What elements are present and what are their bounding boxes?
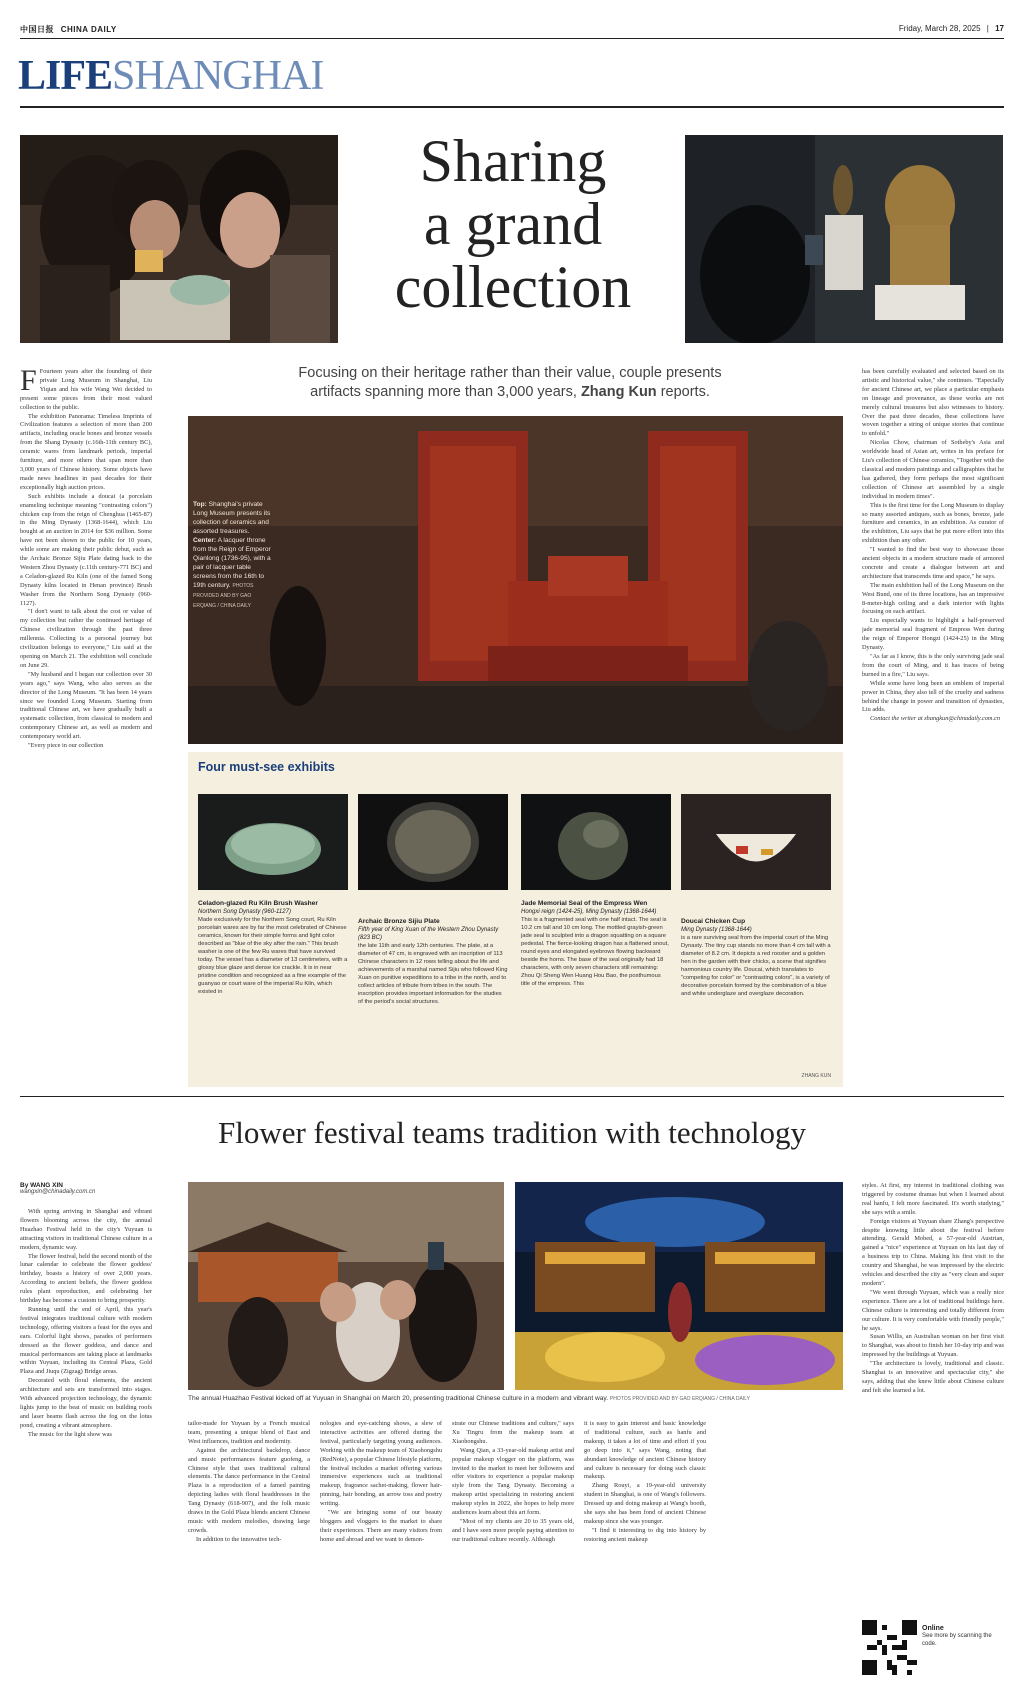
- deck-author: Zhang Kun: [580, 384, 657, 400]
- flower-para: In addition to the innovative tech-: [196, 1535, 282, 1543]
- flower-para: With spring arriving in Shanghai and vibrant flowers blooming across the city, the annual Huazhao Festival held in the city's Yuyuan is attracting visitors in traditional Chinese culture in a modern, dynamic way.: [20, 1208, 152, 1251]
- exhibit-name: Doucai Chicken Cup: [681, 918, 746, 925]
- exhibit-text: This is a fragmented seal with one half intact. The seal is 10.2 cm tall and 10 cm long. The mottled grayish-green jade seal is sculpted into a dragon squatting on a square pedestal. The fierce-looking dragon has a flattened snout, round eyes and elongated eyebrows flowing backward beside the horns. The base of the seal originally had 18 characters, with only seven characters still remaining: Zhou Qi Sheng Wen Huang Hou Bao, the posthumous title of the empress. This: [521, 917, 669, 987]
- masthead-paper-name: [20, 24, 117, 35]
- photo-visitors-viewing-celadon: [20, 135, 338, 343]
- flower-para: The flower festival, held the second month of the lunar calendar to celebrate the flower goddess' birthday, boasts a history of over 2,000 years. According to ancient beliefs, the flower goddess rules plant reproduction, and celebrating her birthday has become a custom to bring prosperity.: [20, 1252, 152, 1305]
- exhibit-2: [358, 900, 508, 1006]
- qr-title: Online: [922, 1625, 944, 1632]
- feature-para: has been carefully evaluated and selected based on its artistic and historical value," she continues. "Especially for ancient Chinese art, we place a particular emphasis on lineage and provenance, as these works are not merely cultural treasures but also witnesses to history. Over the past three decades, these collections have woven together a string of unique stories that continue to unfold.": [862, 368, 1004, 438]
- must-see-panel: [188, 752, 843, 1087]
- caption-center: A lacquer throne from the Reign of Emperor Qianlong (1736-95), with a pair of lacquer table screens from the 16th to 19th century.: [193, 537, 271, 589]
- exhibit-text: is a rare surviving seal from the imperial court of the Ming Dynasty. The tiny cup stands no more than 4 cm tall with a diameter of 8.2 cm. It depicts a red rooster and a golden hen in the garden with their chicks, a scene that signifies harmonious country life. Doucai, which translates to "competing for color" or "contrasting colors", is a variety of decorative porcelain formed by the combination of a blue and white underglaze and overglaze decoration.: [681, 935, 831, 997]
- feature-column-5: [862, 368, 1004, 1088]
- festival-caption-credit: PHOTOS PROVIDED AND BY GAO ERQIANG / CHINA DAILY: [609, 1396, 750, 1402]
- flower-para: "Most of my clients are 20 to 35 years old, and I have seen more people paying attention to our traditional culture recently. Although: [452, 1517, 574, 1543]
- exhibit-period: Northern Song Dynasty (960-1127): [198, 909, 291, 915]
- photo-lacquer-throne: [188, 416, 843, 744]
- section-rule: [20, 106, 1004, 108]
- writer-contact: Contact the writer at zhangkun@chinadaily.com.cn: [870, 715, 1000, 723]
- feature-para: Nicolas Chow, chairman of Sotheby's Asia and worldwide head of Asian art, writes in his preface for Liu's collection of Chinese ceramics, "Together with the classical and modern paintings and calligraphies that he has gathered, they form perhaps the most significant collection of Chinese art assembled by a single individual in modern times".: [862, 439, 1004, 500]
- feature-para: "I wanted to find the best way to showcase those ancient objects in a modern structure made of armored concrete and create a dialogue between art and architecture that transcends time and space," he says.: [862, 546, 1004, 580]
- deck-end: reports.: [660, 384, 710, 400]
- exhibit-period: Fifth year of King Xuan of the Western Zhou Dynasty (823 BC): [358, 927, 499, 941]
- feature-para: Liu especially wants to highlight a half-preserved jade memorial seal fragment of Empress Wen during the reign of Emperor Hongzi (1424-25) in the Ming Dynasty.: [862, 617, 1004, 652]
- story-divider: [20, 1096, 1004, 1097]
- flower-para: The music for the light show was: [28, 1430, 112, 1438]
- flower-headline: Flower festival teams tradition with technology: [217, 1115, 807, 1150]
- exhibit-period: Hongxi reign (1424-25), Ming Dynasty (1368-1644): [521, 909, 657, 915]
- flower-column-4: [452, 1420, 574, 1688]
- exhibit-name: Jade Memorial Seal of the Empress Wen: [521, 900, 648, 907]
- qr-text: See more by scanning the code.: [922, 1633, 992, 1647]
- masthead-date: Friday, March 28, 2025: [898, 24, 981, 33]
- masthead-rule: [20, 38, 1004, 39]
- feature-para: The main exhibition hall of the Long Museum on the West Bund, one of its three locations, has an impressive 8-meter-high ceiling and a dark interior with lights focusing on each artifact.: [862, 581, 1004, 616]
- byline-email: wangxin@chinadaily.com.cn: [20, 1189, 96, 1195]
- thumb-ru-kiln-washer: [198, 794, 348, 890]
- flower-para: Zhang Rouyi, a 19-year-old university student in Shanghai, is one of Wang's followers. Dressed up and doing makeup at Wang's booth, she says she has been fond of ancient Chinese makeup since she was younger.: [584, 1482, 706, 1525]
- photo-festival-visitors-selfie: [188, 1182, 504, 1390]
- thumb-sijiu-plate: [358, 794, 508, 890]
- headline-line-2: a grand: [423, 191, 603, 257]
- feature-para: The exhibition Panorama: Timeless Imprints of Civilization features a selection of more than 200 artifacts, including oracle bones and bronze vessels from the Shang Dynasty (c.16th-11th century BC), ceramic wares from landmark periods, imperial furniture, and more others that span more than 3,000 years of Chinese history. Some objects have made news headlines in past decades for their exceptionally high auction prices.: [20, 412, 152, 491]
- flower-para: styles. At first, my interest in traditional clothing was triggered by costume dramas but when I learned about real hanfu, I felt more fascinated. It's worth studying," she says with a smile.: [862, 1182, 1004, 1216]
- flower-para: nologies and eye-catching shows, a slew of interactive activities are offered during the festival, particularly targeting young audiences. Working with the makeup team of Xiaohongshu (RedNote), a popular Chinese lifestyle platform, the festival includes a market offering various immersive experiences such as traditional makeup, fragrance sachet-making, flower hair-pinning, hair bonding, an arrow toss and poetry writing.: [320, 1420, 442, 1508]
- must-see-title: Four must-see exhibits: [198, 760, 335, 774]
- exhibit-1: [198, 900, 348, 996]
- thumb-jade-seal: [521, 794, 671, 890]
- flower-column-6: [862, 1182, 1004, 1607]
- caption-label-center: Center:: [193, 537, 217, 544]
- masthead-en-name: CHINA DAILY: [60, 25, 117, 34]
- flower-column-3: [320, 1420, 442, 1688]
- feature-deck: [175, 364, 845, 402]
- flower-byline: [20, 1182, 152, 1195]
- must-see-credit: ZHANG KUN: [801, 1073, 831, 1079]
- headline-line-3: collection: [394, 254, 632, 320]
- feature-para: Fourteen years after the founding of their private Long Museum in Shanghai, Liu Yiqian and his wife Wang Wei decided to present some pieces from their most valued collection to the public.: [20, 368, 152, 411]
- flower-para: Foreign visitors at Yuyuan share Zhang's perspective despite knowing little about the festival before attending. Gerald Mobed, a 57-year-old Austrian, gained a "nice" experience at Yuyuan on his last day of a business trip to China. Making his first visit to the country and Shanghai, he was impressed by the electric vehicles and described the city as "very clean and super modern".: [862, 1217, 1004, 1287]
- caption-credit: PHOTOS PROVIDED AND BY GAO ERQIANG / CHINA DAILY: [193, 583, 254, 609]
- exhibit-text: Made exclusively for the Northern Song court, Ru Kiln porcelain wares are by far the most celebrated of Chinese ceramics, known for their simple forms and light color described as "blue of the sky after the rain." This brush washer is one of the few Ru wares that have survived today. The vessel has a diameter of 13 centimeters, with a glossy blue glaze and dense ice crackle. It is in near pristine condition and recognized as a fine example of the guanyao or court ware of the imperial Ru Kiln, which existed in: [198, 917, 348, 995]
- caption-label-top: Top:: [193, 501, 207, 508]
- section-life: LIFE: [18, 53, 113, 99]
- deck-line-2: artifacts spanning more than 3,000 years,: [310, 384, 577, 400]
- flower-para: Decorated with floral elements, the ancient architecture and sets are transformed into stages. With advanced projection technology, the dynamic lights jump to the beat of music on building roofs and laser beams flash across the fog on the lotus pond, creating a vibrant atmosphere.: [20, 1377, 152, 1429]
- page-number: 17: [995, 24, 1004, 33]
- masthead-date-page: Friday, March 28, 2025 | 17: [898, 24, 1004, 33]
- flower-para: Against the architectural backdrop, dance and music performances feature guofeng, a Chinese style that uses traditional cultural elements. The dance performance in the Central Plaza is a reproduction of a famed painting depicting ladies with floral headdresses in the Tang Dynasty (618-907), and the folk music draws in the Gold Plaza blends ancient Chinese music with modern melodies, drawing large crowds.: [188, 1446, 310, 1534]
- headline-line-1: Sharing: [419, 128, 607, 194]
- flower-column-2: [188, 1420, 310, 1688]
- section-city: SHANGHAI: [112, 53, 324, 99]
- festival-caption-text: The annual Huazhao Festival kicked off at Yuyuan in Shanghai on March 20, presenting traditional Chinese culture in a modern and vibrant way.: [188, 1395, 609, 1402]
- byline-name: By WANG XIN: [20, 1182, 63, 1189]
- feature-para: While some have long been an emblem of imperial power in China, they also tell of the cruelty and sadness behind the change in power and transition of dynasties, Liu adds.: [862, 679, 1004, 714]
- photo-visitor-photographing-buddha: [685, 135, 1003, 343]
- flower-para: "We went through Yuyuan, which was a really nice experience. There are a lot of traditional buildings here. Chinese culture is interesting and totally different from our culture. It is very comfortable with friendly people," he says.: [862, 1288, 1004, 1332]
- thumb-chicken-cup: [681, 794, 831, 890]
- flower-column-5: [584, 1420, 706, 1688]
- section-title: [18, 54, 323, 98]
- exhibit-4: [681, 900, 831, 998]
- flower-para: tailor-made for Yuyuan by a French musical team, presenting a unique blend of East and West influences, tradition and modernity.: [188, 1420, 310, 1445]
- flower-para: Wang Qian, a 33-year-old makeup artist and popular makeup vlogger on the platform, was invited to the market to meet her followers and offer visitors to experience a popular makeup style from the Tang Dynasty. Becoming a makeup artist specializing in restoring ancient makeup styles in 2022, she hopes to help more audiences learn about this art form.: [452, 1446, 574, 1517]
- throne-caption: [193, 500, 273, 611]
- exhibit-name: Celadon-glazed Ru Kiln Brush Washer: [198, 900, 318, 907]
- feature-headline: [348, 130, 678, 319]
- exhibit-name: Archaic Bronze Sijiu Plate: [358, 918, 440, 925]
- drop-cap: F: [20, 368, 37, 397]
- masthead-cn-name: 中国日报: [20, 25, 54, 34]
- flower-para: Running until the end of April, this year's festival integrates traditional culture with modern technology, offering visitors a feast for the eyes and ears. Colorful light shows, parades of performers dressed as the flower goddess, and dance and musical performances are taking place at landmarks within Yuyuan, including its Central Plaza, Gold Plaza and Jiuqu (Zigzag) Bridge areas.: [20, 1305, 152, 1376]
- exhibit-period: Ming Dynasty (1368-1644): [681, 927, 752, 933]
- feature-para: "My husband and I began our collection over 30 years ago," says Wang, who also serves as the director of the Long Museum. "It has been 14 years since we founded Long Museum. Starting from traditional Chinese art, we have gradually built a systematic collection, from classical to modern and contemporary Chinese art, as well as modern and contemporary world art.: [20, 670, 152, 741]
- feature-column-1: [20, 368, 152, 1088]
- flower-para: "I find it interesting to dig into history by restoring ancient makeup: [584, 1526, 706, 1543]
- flower-para: it is easy to gain interest and basic knowledge of traditional culture, such as hanfu and makeup, it takes a lot of time and effort if you go deep into it," says Wang, noting that abundant knowledge of ancient Chinese history and culture is necessary for doing such classic makeup.: [584, 1420, 706, 1481]
- deck-line-1: Focusing on their heritage rather than their value, couple presents: [298, 365, 722, 381]
- qr-label: [922, 1625, 1002, 1648]
- feature-para: "Every piece in our collection: [28, 742, 104, 750]
- feature-para: Such exhibits include a doucai (a porcelain enameling technique meaning "contrasting colors") chicken cup from the reign of Chenghua (1465-87) in the Ming Dynasty (1368-1644), which Liu bought at an auction in 2014 for $36 million. Some have not been shown to the public for 10 years, while some are making their public debut, such as the Archaic Bronze Sijiu Plate dating back to the Western Zhou Dynasty (c.11th century-771 BC) and a Celadon-glazed Ru Kiln (one of the famed Song Dynasty kilns located in Henan province) Brush Washer from the Northern Song Dynasty (960-1127).: [20, 492, 152, 607]
- exhibit-3: [521, 900, 671, 988]
- flower-para: strate our Chinese traditions and culture," says Xu Tingru from the makeup team at Xiaohongshu.: [452, 1420, 574, 1445]
- flower-para: Susan Willis, an Australian woman on her first visit to Shanghai, was about to finish her 10-day trip and was impressed by the buildings at Yuyuan.: [862, 1333, 1004, 1359]
- caption-top: Shanghai's private Long Museum presents its collection of ceramics and assorted treasures.: [193, 501, 271, 535]
- flower-column-1: [20, 1208, 152, 1686]
- exhibit-text: the late 11th and early 12th centuries. The plate, at a diameter of 47 cm, is engraved with an inscription of 113 Chinese characters in 12 rows telling about the life and achievements of a marshal named Sijiu who followed King Xuan on punitive expeditions to a tribe in the north, and to collect articles of tribute from tribes in the south. The inscription provides important information for the studies of the period's social structures.: [358, 943, 508, 1005]
- festival-photo-caption: [188, 1394, 843, 1404]
- qr-code[interactable]: [862, 1620, 917, 1675]
- feature-para: This is the first time for the Long Museum to display so many assorted antiques, such as bones, bronze, jade furniture and ceramics, in an exhibition. As curator of the exhibition, Liu says that he put more effort into this exhibition than any other.: [862, 501, 1004, 545]
- flower-para: "We are bringing some of our beauty bloggers and vloggers to the market to share their experiences. There are many visitors from home and abroad and we want to demon-: [320, 1509, 442, 1543]
- feature-para: "As far as I know, this is the only surviving jade seal from the court of Ming, and it has traces of being burned in a fire," Liu says.: [862, 653, 1004, 678]
- photo-festival-light-show: [515, 1182, 843, 1390]
- feature-para: "I don't want to talk about the cost or value of my collection but rather the continued heritage of Chinese civilization through the past three millennia. Collecting is a personal journey but civilization belongs to everyone," Liu said at the opening on March 21. The exhibition will conclude on June 29.: [20, 608, 152, 669]
- flower-para: "The architecture is lovely, traditional and classic. Shanghai is an innovative and spectacular city," she says, adding that she knew little about Chinese culture and felt she learned a lot.: [862, 1360, 1004, 1394]
